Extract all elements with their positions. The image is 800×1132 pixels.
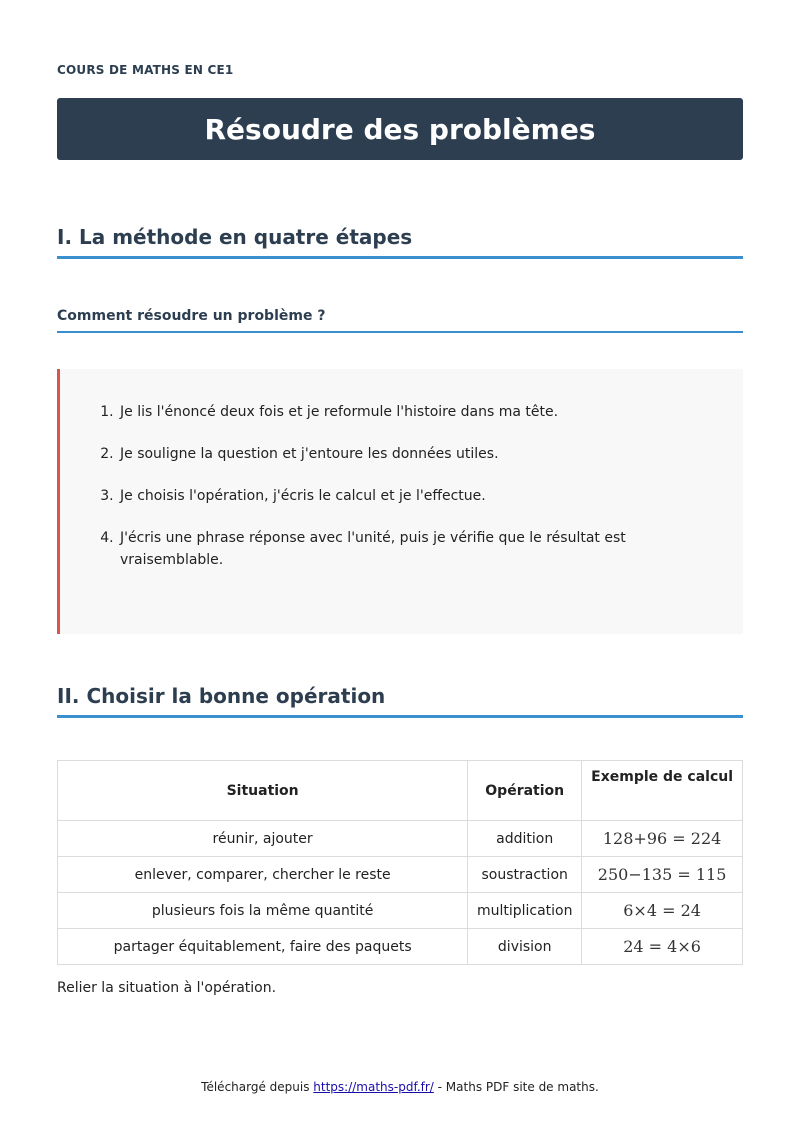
column-header-operation: Opération — [468, 761, 582, 821]
example-cell: 6×4 = 24 — [582, 893, 743, 929]
method-step: 4. J'écris une phrase réponse avec l'unité, puis je vérifie que le résultat est vraisemblable. — [118, 527, 678, 571]
footer-suffix: - Maths PDF site de maths. — [433, 1080, 599, 1094]
table-row — [58, 929, 743, 965]
method-steps-list — [60, 369, 678, 571]
page-title: Résoudre des problèmes — [204, 112, 596, 146]
example-cell: 250−135 = 115 — [582, 857, 743, 893]
subsection-title-how: Comment résoudre un problème ? — [57, 308, 743, 333]
method-step: 3. Je choisis l'opération, j'écris le calcul et je l'effectue. — [118, 485, 678, 507]
situation-cell: réunir, ajouter — [58, 821, 468, 857]
table-row — [58, 857, 743, 893]
footer-link[interactable]: https://maths-pdf.fr/ — [313, 1080, 434, 1094]
instruction-text: Relier la situation à l'opération. — [57, 980, 277, 996]
table-row — [58, 821, 743, 857]
situation-cell: enlever, comparer, chercher le reste — [58, 857, 468, 893]
operations-table — [57, 760, 743, 965]
table-row — [58, 893, 743, 929]
footer-prefix: Téléchargé depuis — [201, 1080, 314, 1094]
course-label: COURS DE MATHS EN CE1 — [57, 63, 234, 77]
operation-cell: soustraction — [468, 857, 582, 893]
operation-cell: multiplication — [468, 893, 582, 929]
operation-cell: division — [468, 929, 582, 965]
title-banner — [57, 98, 743, 160]
column-header-example: Exemple de calcul — [582, 761, 743, 821]
method-step: 1. Je lis l'énoncé deux fois et je reformule l'histoire dans ma tête. — [118, 401, 678, 423]
section-title-method: I. La méthode en quatre étapes — [57, 225, 743, 259]
table-header-row — [58, 761, 743, 821]
footer — [0, 1080, 800, 1094]
method-steps-box — [57, 369, 743, 634]
section-title-operation: II. Choisir la bonne opération — [57, 684, 743, 718]
situation-cell: partager équitablement, faire des paquets — [58, 929, 468, 965]
example-cell: 24 = 4×6 — [582, 929, 743, 965]
column-header-situation: Situation — [58, 761, 468, 821]
operation-cell: addition — [468, 821, 582, 857]
method-step: 2. Je souligne la question et j'entoure les données utiles. — [118, 443, 678, 465]
example-cell: 128+96 = 224 — [582, 821, 743, 857]
situation-cell: plusieurs fois la même quantité — [58, 893, 468, 929]
